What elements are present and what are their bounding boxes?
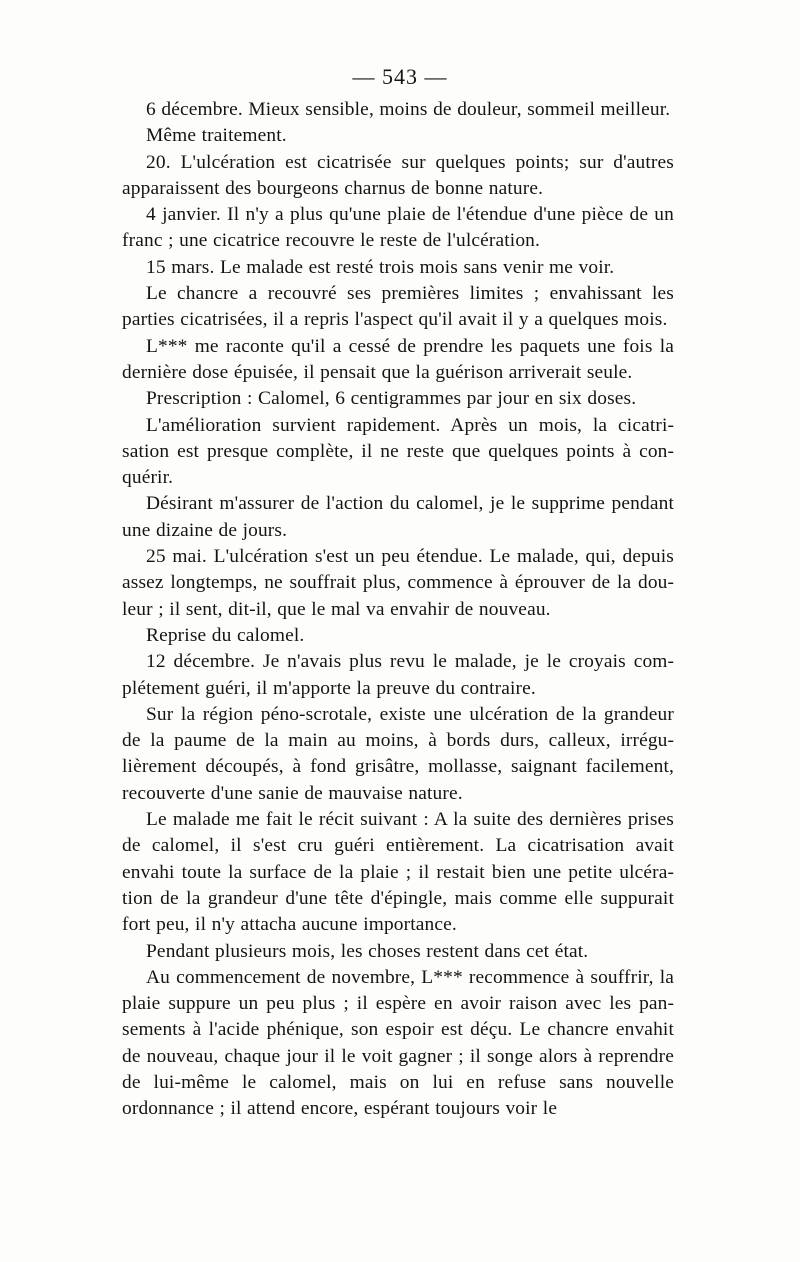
paragraph: 6 décembre. Mieux sensible, moins de douleur, sommeil meilleur. (146, 99, 671, 120)
paragraph: L'amélioration survient rapidement. Après un mois, la cicatrisation est presque complète, il ne reste que quelques points à conquérir. (122, 414, 674, 489)
paragraph: Même traitement. (146, 125, 287, 147)
paragraph: 15 mars. Le malade est resté trois mois sans venir me voir. (146, 256, 615, 278)
paragraph: 25 mai. L'ulcération s'est un peu étendue. Le malade, qui, depuis assez longtemps, ne souffrait plus, commence à éprouver de la douleur ; il sent, dit-il, que le mal va envahir de nouveau. (122, 546, 674, 620)
paragraph: Reprise du calomel. (146, 624, 305, 646)
paragraph: 4 janvier. Il n'y a plus qu'une plaie de l'étendue d'une pièce de un franc ; une cicatrice recouvre le reste de l'ulcération. (122, 204, 674, 252)
page-number: — 543 — (352, 64, 448, 89)
paragraph: Le chancre a recouvré ses premières limites ; envahissant les parties cicatrisées, il a repris l'aspect qu'il avait il y a quelques mois. (122, 283, 674, 331)
paragraph: L*** me raconte qu'il a cessé de prendre les paquets une fois la dernière dose épuisée, il pensait que la guérison arriverait seule. (122, 335, 674, 383)
paragraph: Sur la région péno-scrotale, existe une ulcération de la grandeur de la paume de la main au moins, à bords durs, calleux, irrégulièrement découpés, à fond grisâtre, mollasse, saignant facilement, recouverte d'une sanie de mauvaise nature. (122, 703, 674, 804)
paragraph: Désirant m'assurer de l'action du calomel, je le supprime pendant une dizaine de jours. (122, 493, 674, 541)
paragraph: Pendant plusieurs mois, les choses restent dans cet état. (146, 940, 589, 962)
paragraph: Au commencement de novembre, L*** recommence à souffrir, la plaie suppure un peu plus ; il espère en avoir raison avec les pansements à l'acide phénique, son espoir est déçu. Le chancre envahit de nouveau, chaque jour il le voit gagner ; il songe alors à reprendre de lui-même le calomel, mais on lui en refuse sans nouvelle ordonnance ; il attend encore, espérant toujours voir le (122, 966, 674, 1120)
paragraph: 20. L'ulcération est cicatrisée sur quelques points; sur d'autres apparaissent des bourgeons charnus de bonne nature. (122, 151, 674, 199)
paragraph: Le malade me fait le récit suivant : A la suite des dernières prises de calomel, il s'est cru guéri entièrement. La cicatrisation avait envahi toute la surface de la plaie ; il restait bien une petite ulcération de la grandeur d'une tête d'épingle, mais comme elle suppurait fort peu, il n'y attacha aucune importance. (122, 809, 674, 936)
paragraph: Prescription : Calomel, 6 centigrammes par jour en six doses. (146, 388, 637, 410)
paragraph: 12 décembre. Je n'avais plus revu le malade, je le croyais complétement guéri, il m'apporte la preuve du contraire. (122, 651, 674, 699)
body-text (122, 97, 674, 1123)
